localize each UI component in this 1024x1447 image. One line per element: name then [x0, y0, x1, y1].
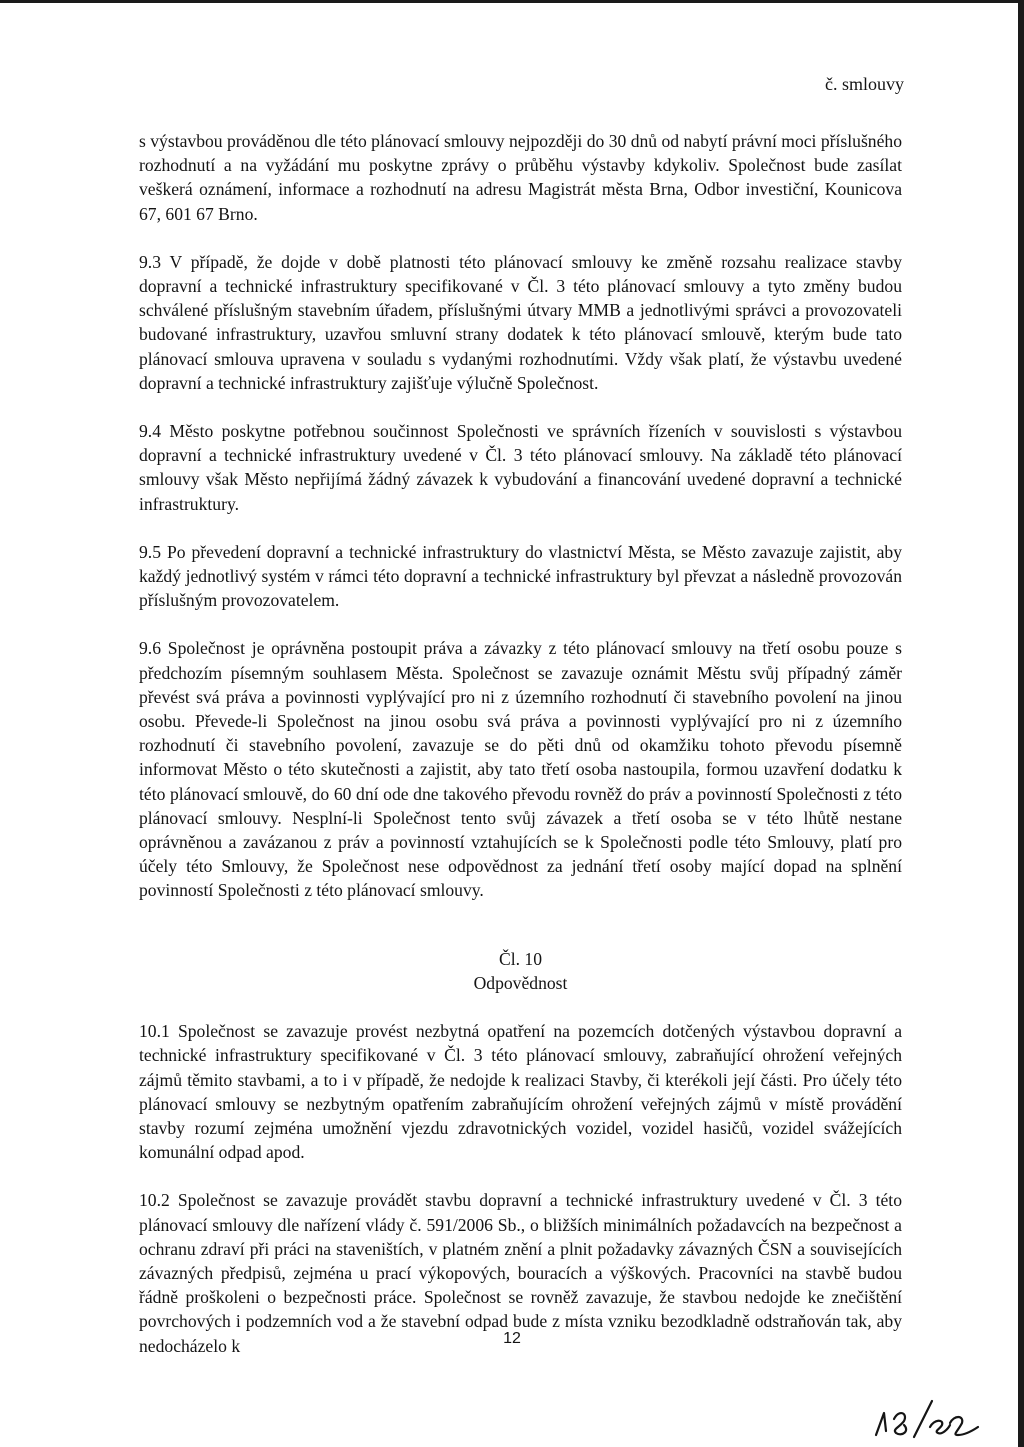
article-number: Čl. 10: [498, 948, 542, 969]
paragraph-9-6: 9.6 Společnost je oprávněna postoupit práva a závazky z této plánovací smlouvy na třetí osobu pouze s předchozím písemným souhlasem Města. Společnost se zavazuje oznámit Městu svůj případný záměr převést svá práva a povinnosti vyplývající pro ni z územního rozhodnutí či stavebního povolení na jinou osobu. Převede-li Společnost na jinou osobu svá práva a povinnosti vyplývající pro ni z územního rozhodnutí či stavebního povolení, zavazuje se do pěti dnů od okamžiku tohoto převodu písemně informovat Město o této skutečnosti a zajistit, aby tato třetí osoba nastoupila, formou uzavření dodatku k této plánovací smlouvě, do 60 dní ode dne takového převodu rovněž do práv a povinností Společnosti z této plánovací smlouvy. Nesplní-li Společnost tento svůj závazek a třetí osoba se v této lhůtě nestane oprávněnou a zavázanou z práv a povinností vztahujících se k Společnosti podle této Smlouvy, platí pro účely této Smlouvy, že Společnost nese odpovědnost za jednání třetí osoby mající dopad na splnění povinností Společnosti z této plánovací smlouvy.: [139, 638, 902, 901]
page-number: 12: [503, 1330, 521, 1347]
handwritten-page-count-signature: [868, 1395, 988, 1439]
paragraph-9-5: 9.5 Po převedení dopravní a technické infrastruktury do vlastnictví Města, se Město zavazuje zajistit, aby každý jednotlivý systém v rámci této dopravní a technické infrastruktury byl převzat a následně provozován příslušným provozovatelem.: [139, 541, 902, 611]
document-body: [139, 129, 902, 1358]
contract-number-header: č. smlouvy: [825, 74, 904, 94]
paragraph-10-1: 10.1 Společnost se zavazuje provést nezbytná opatření na pozemcích dotčených výstavbou dopravní a technické infrastruktury specifikované v Čl. 3 této plánovací smlouvy, zabraňující ohrožení veřejných zájmů těmito stavbami, a to i v případě, že nedojde k realizaci Stavby, či kterékoli její části. Pro účely této plánovací smlouvy se nezbytným opatřením zabraňujícím ohrožení veřejných zájmů v místě provádění stavby rozumí zejména umožnění vjezdu zdravotnických vozidel, vozidel hasičů, vozidel svážejících komunální odpad apod.: [139, 1021, 902, 1163]
page-edge-right: [1018, 0, 1024, 1447]
paragraph-10-2: 10.2 Společnost se zavazuje provádět stavbu dopravní a technické infrastruktury uvedené v Čl. 3 této plánovací smlouvy dle nařízení vlády č. 591/2006 Sb., o bližších minimálních požadavcích na bezpečnost a ochranu zdraví při práci na staveništích, v platném znění a plnit požadavky závazných ČSN a souvisejících závazných předpisů, zejména u prací výkopových, bouracích a výškových. Pracovníci na stavbě budou řádně proškoleni o bezpečnosti práce. Společnost se rovněž zavazuje, že stavbou nedojde ke znečištění povrchových i podzemních vod a že stavební odpad bude z místa vzniku bezodkladně odstraňován tak, aby nedocházelo k: [139, 1190, 902, 1356]
page-edge-top: [0, 0, 1024, 3]
paragraph-9-4: 9.4 Město poskytne potřebnou součinnost Společnosti ve správních řízeních v souvislosti s výstavbou dopravní a technické infrastruktury uvedené v Čl. 3 této plánovací smlouvy. Na základě této plánovací smlouvy však Město nepřijímá žádný závazek k vybudování a financování uvedené dopravní a technické infrastruktury.: [139, 421, 902, 514]
paragraph-9-3: 9.3 V případě, že dojde v době platnosti této plánovací smlouvy ke změně rozsahu realizace stavby dopravní a technické infrastruktury specifikované v Čl. 3 této plánovací smlouvy a tyto změny budou schválené příslušným stavebním úřadem, příslušnými útvary MMB a jednotlivými správci a provozovateli budované infrastruktury, uzavřou smluvní strany dodatek k této plánovací smlouvě, kterým bude tato plánovací smlouva upravena v souladu s vydanými rozhodnutími. Vždy však platí, že výstavbu uvedené dopravní a technické infrastruktury zajišťuje výlučně Společnost.: [139, 251, 902, 393]
paragraph-9-2-continuation: s výstavbou prováděnou dle této plánovací smlouvy nejpozději do 30 dnů od nabytí právní moci příslušného rozhodnutí a na vyžádání mu poskytne zprávy o průběhu výstavby kdykoliv. Společnost bude zasílat veškerá oznámení, informace a rozhodnutí na adresu Magistrát města Brna, Odbor investiční, Kounicova 67, 601 67 Brno.: [139, 131, 902, 224]
article-title: Odpovědnost: [473, 972, 568, 993]
